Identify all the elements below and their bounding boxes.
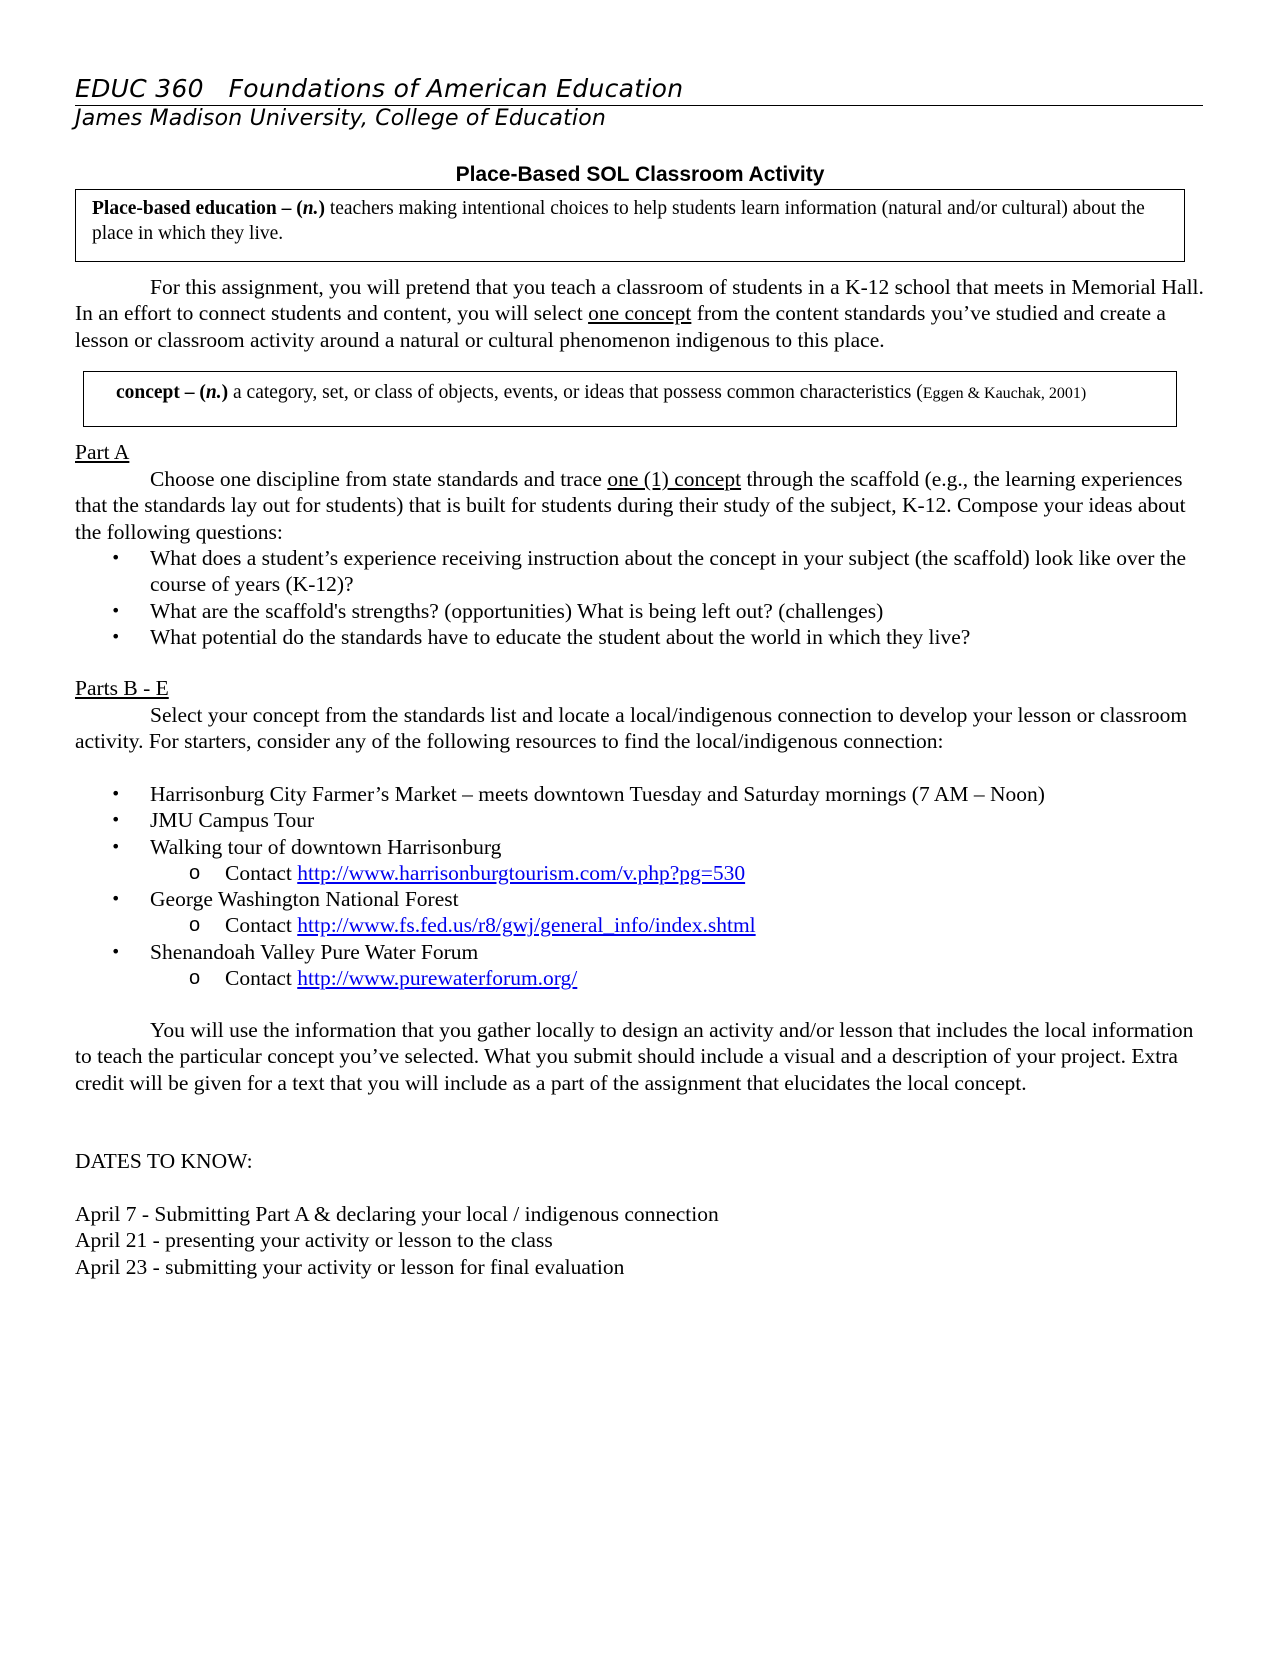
institution-name: James Madison University, College of Education bbox=[75, 106, 607, 131]
definition-box-concept bbox=[83, 371, 1177, 427]
resource-list bbox=[75, 781, 1205, 991]
resource-item: • Shenandoah Valley Pure Water Forum bbox=[111, 939, 479, 964]
dates-heading: DATES TO KNOW: bbox=[75, 1149, 253, 1173]
date-item: April 7 - Submitting Part A & declaring your local / indigenous connection bbox=[75, 1202, 719, 1226]
bullet-icon: • bbox=[111, 889, 121, 909]
dates-list bbox=[75, 1201, 719, 1280]
definition-close: ) bbox=[318, 198, 325, 219]
definition-term: Place-based education – ( bbox=[92, 198, 303, 219]
resource-item: • Harrisonburg City Farmer’s Market – meets downtown Tuesday and Saturday mornings (7 AM – Noon) bbox=[111, 782, 1045, 806]
concept-text: a category, set, or class of objects, events, or ideas that possess common characteristics ( bbox=[228, 382, 923, 403]
tourism-link[interactable]: http://www.harrisonburgtourism.com/v.php?pg=530 bbox=[297, 860, 746, 885]
concept-citation: Eggen & Kauchak, 2001) bbox=[922, 385, 1087, 402]
list-item: • What does a student’s experience receiving instruction about the concept in your subject (the scaffold) look like over the course of years (K-12)? bbox=[111, 546, 1187, 597]
parts-b-e-paragraph: Select your concept from the standards list and locate a local/indigenous connection to develop your lesson or classroom activity. For starters, consider any of the following resources to find the local/indigenous connection: bbox=[75, 703, 1188, 754]
definition-pos: n. bbox=[302, 198, 319, 219]
parts-b-e-heading: Parts B - E bbox=[75, 676, 169, 700]
resource-contact: o Contact http://www.purewaterforum.org/ bbox=[189, 966, 578, 991]
date-item: April 23 - submitting your activity or lesson for final evaluation bbox=[75, 1254, 625, 1279]
closing-paragraph: You will use the information that you gather locally to design an activity and/or lesson that includes the local information to teach the particular concept you’ve selected. What you submit should include a visual and a description of your project. Extra credit will be given for a text that you will include as a part of the assignment that elucidates the local concept. bbox=[75, 1018, 1194, 1095]
resource-contact: o Contact http://www.fs.fed.us/r8/gwj/general_info/index.shtml bbox=[189, 913, 756, 938]
part-a-underlined: one (1) concept bbox=[607, 467, 742, 491]
list-item: • What potential do the standards have to educate the student about the world in which they live? bbox=[111, 624, 971, 649]
bullet-icon: • bbox=[111, 784, 121, 803]
list-item: • What are the scaffold's strengths? (opportunities) What is being left out? (challenges) bbox=[111, 598, 884, 623]
sub-bullet-icon: o bbox=[189, 967, 201, 990]
intro-underlined: one concept bbox=[588, 301, 692, 326]
concept-term: concept – ( bbox=[116, 382, 206, 403]
date-item: April 21 - presenting your activity or lesson to the class bbox=[75, 1228, 553, 1253]
intro-paragraph: For this assignment, you will pretend that you teach a classroom of students in a K-12 school that meets in Memorial Hall. In an effort to connect students and content, you will select one concept from the content standards you’ve studied and create a lesson or classroom activity around a natural or cultural phenomenon indigenous to this place. bbox=[75, 275, 1204, 352]
resource-contact: o Contact http://www.harrisonburgtourism.com/v.php?pg=530 bbox=[189, 860, 746, 885]
bullet-icon: • bbox=[111, 600, 121, 620]
resource-item: • JMU Campus Tour bbox=[111, 808, 315, 833]
resource-item: • George Washington National Forest bbox=[111, 887, 459, 912]
course-title: EDUC 360 Foundations of American Education bbox=[75, 74, 684, 103]
part-a-heading: Part A bbox=[75, 440, 130, 464]
forest-service-link[interactable]: http://www.fs.fed.us/r8/gwj/general_info/index.shtml bbox=[297, 913, 756, 938]
bullet-icon: • bbox=[111, 548, 121, 567]
resource-item: • Walking tour of downtown Harrisonburg bbox=[111, 834, 502, 859]
part-a-questions bbox=[75, 545, 1205, 650]
bullet-icon: • bbox=[111, 810, 121, 830]
part-a-paragraph: Choose one discipline from state standards and trace one (1) concept through the scaffold (e.g., the learning experiences that the standards lay out for students) that is built for students during their study of the subject, K-12. Compose your ideas about the following questions: bbox=[75, 467, 1186, 544]
pure-water-forum-link[interactable]: http://www.purewaterforum.org/ bbox=[297, 966, 578, 991]
bullet-icon: • bbox=[111, 836, 121, 856]
sub-bullet-icon: o bbox=[189, 861, 201, 884]
concept-close: ) bbox=[221, 382, 229, 403]
concept-pos: n. bbox=[205, 382, 222, 403]
definition-text: teachers making intentional choices to help students learn information (natural and/or cultural) about the place in which they live. bbox=[92, 198, 1145, 244]
sub-bullet-icon: o bbox=[189, 914, 201, 937]
page-title: Place-Based SOL Classroom Activity bbox=[455, 163, 825, 186]
bullet-icon: • bbox=[111, 941, 121, 961]
bullet-icon: • bbox=[111, 626, 121, 646]
definition-box-place-based bbox=[75, 189, 1185, 262]
